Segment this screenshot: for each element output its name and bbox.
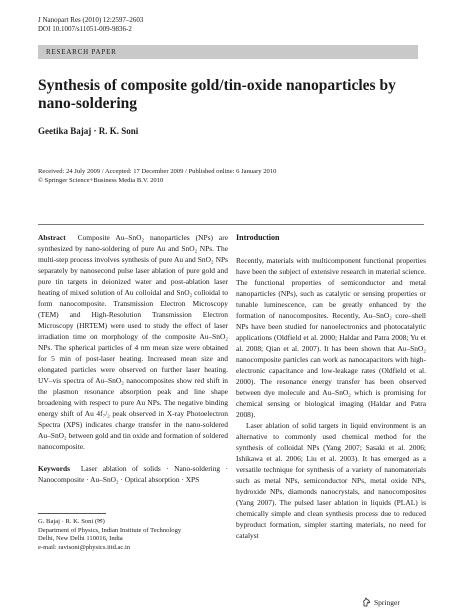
introduction-heading: Introduction (236, 233, 280, 242)
affiliation-department: Department of Physics, Indian Institute of Technology (38, 526, 182, 534)
copyright-line: © Springer Science+Business Media B.V. 2010 (38, 176, 164, 184)
publisher-mark (362, 597, 400, 607)
keywords-label: Keywords (38, 464, 71, 473)
intro-paragraph-1: Recently, materials with multicomponent functional properties have been the subject of extensive research in material science. The functional properties of semiconductor and metal nanoparticles (NPs), such as catalytic or sensing properties or tunable luminescence, can be greatly enhanced by the formation of nanocomposites. Recently, Au–SnO₂ core–shell NPs have been studied for nanoelectronics and photocatalytic applications (Oldfield et al. 2000; Haldar and Patra 2008; Yu et al. 2008; Qian et al. 2007). It has been shown that Au–SnO₂ nanocomposite particles can work as nanocapacitors with high-electronic capacitance and low-leakage rates (Oldfield et al. 2000). The resonance energy transfer has been observed between dye molecule and Au–SnO₂ which is promising for chemical sensing or biological imaging (Haldar and Patra 2008). (236, 256, 426, 419)
left-column (38, 232, 228, 485)
article-type-banner: RESEARCH PAPER (38, 45, 418, 59)
journal-doi[interactable]: DOI 10.1007/s11051-009-9836-2 (38, 25, 132, 33)
affiliation-city: Delhi, New Delhi 110016, India (38, 535, 123, 543)
affiliation-authors: G. Bajaj · R. K. Soni (✉) (38, 518, 105, 525)
affiliation-email[interactable]: e-mail: ravisoni@physics.iitd.ac.in (38, 543, 131, 551)
author-list: Geetika Bajaj · R. K. Soni (38, 126, 139, 136)
abstract-text: Composite Au–SnO₂ nanoparticles (NPs) are synthesized by nano-soldering of pure Au and SnO₂ NPs. The multi-step process involves synthesis of pure Au and SnO₂ NPs separately by nanosecond pulse laser ablation of pure gold and pure tin targets in deionized water and post-ablation laser heating of mixed solution of Au colloidal and SnO₂ colloidal to form nanocomposite. Transmission Electron Microscopy (TEM) and High-Resolution Transmission Electron Microscopy (HRTEM) were used to study the effect of laser irradiation time on morphology of the composite Au–SnO₂ NPs. The spherical particles of 4 nm mean size were obtained for 5 min of post-laser heating. Increased mean size and elongated particles were observed on further laser heating. UV–vis spectra of Au–SnO₂ nanocomposites show red shift in the plasmon resonance absorption peak and line shape broadening with respect to pure Au NPs. The negative binding energy shift of Au 4f₇/₂ peak observed in X-ray Photoelectron Spectra (XPS) indicates charge transfer in the nano-soldered Au–SnO₂ between gold and tin oxide and formation of soldered nanocomposite. (38, 233, 229, 451)
keywords (38, 463, 228, 485)
publisher-name: Springer (374, 597, 400, 607)
header-divider (38, 224, 424, 225)
abstract (38, 232, 228, 452)
abstract-label: Abstract (38, 233, 66, 242)
springer-horse-icon (362, 597, 371, 607)
footnote-divider (38, 513, 106, 514)
intro-paragraph-2: Laser ablation of solid targets in liquid environment is an alternative to commonly used chemical method for the synthesis of colloidal NPs (Yang 2007; Sasaki et al. 2006; Ishikawa et al. 2006; Liu et al. 2003). It has emerged as a versatile technique for synthesis of a variety of nanomaterials such as metal NPs, semiconductor NPs, metal oxide NPs, hydroxide NPs, diamonds nanocrystals, and nanocomposites (Yang 2007). The pulsed laser ablation in liquids (PLAL) is chemically simple and clean synthesis process due to reduced byproduct formation, simpler starting materials, no need for catalyst (236, 421, 426, 540)
date-history: Received: 24 July 2009 / Accepted: 17 December 2009 / Published online: 6 January 2010 (38, 168, 277, 175)
publication-history (38, 168, 438, 185)
journal-citation: J Nanopart Res (2010) 12:2597–2603 (38, 16, 144, 24)
keywords-text: Laser ablation of solids · Nano-soldering · Nanocomposite · Au–SnO₂ · Optical absorption · XPS (38, 464, 228, 484)
author-affiliation (38, 518, 228, 552)
right-column (236, 232, 426, 541)
paper-title: Synthesis of composite gold/tin-oxide nanoparticles by nano-soldering (38, 77, 396, 112)
